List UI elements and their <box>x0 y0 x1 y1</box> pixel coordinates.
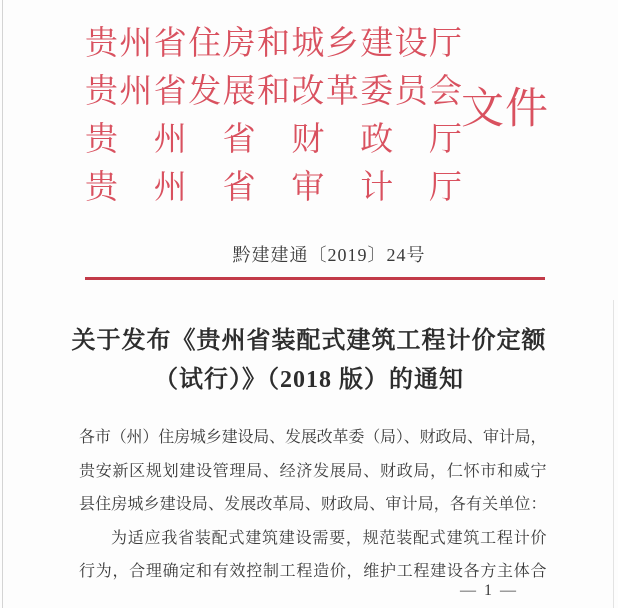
document-body <box>79 421 546 589</box>
document-number: 黔建建通〔2019〕24号 <box>232 245 426 265</box>
red-divider <box>85 277 545 280</box>
org-name-audit: 贵州省审计厅 <box>85 170 462 206</box>
scan-edge-left-line <box>2 0 3 608</box>
scan-edge-right-line <box>613 300 614 608</box>
document-title <box>59 322 559 400</box>
org-name-housing: 贵州省住房和城乡建设厅 <box>85 26 462 62</box>
page-number: — 1 — <box>460 582 518 599</box>
body-line-paragraph-1: 为适应我省装配式建筑建设需要，规范装配式建筑工程计价 <box>111 529 546 547</box>
document-title-line-2: （试行）》（2018 版）的通知 <box>154 367 464 393</box>
document-word: 文件 <box>461 86 549 133</box>
org-name-finance: 贵州省财政厅 <box>85 122 462 158</box>
body-line-recipients-1: 各市（州）住房城乡建设局、发展改革委（局）、财政局、审计局， <box>79 429 546 446</box>
letterhead <box>85 20 462 212</box>
body-line-recipients-2: 贵安新区规划建设管理局、经济发展局、财政局，仁怀市和威宁 <box>79 462 546 480</box>
body-line-paragraph-2: 行为，合理确定和有效控制工程造价，维护工程建设各方主体合 <box>79 563 546 580</box>
document-title-line-1: 关于发布《贵州省装配式建筑工程计价定额 <box>71 328 547 354</box>
org-name-development-reform: 贵州省发展和改革委员会 <box>85 74 462 110</box>
body-line-recipients-3: 县住房城乡建设局、发展改革局、财政局、审计局，各有关单位： <box>79 496 546 513</box>
